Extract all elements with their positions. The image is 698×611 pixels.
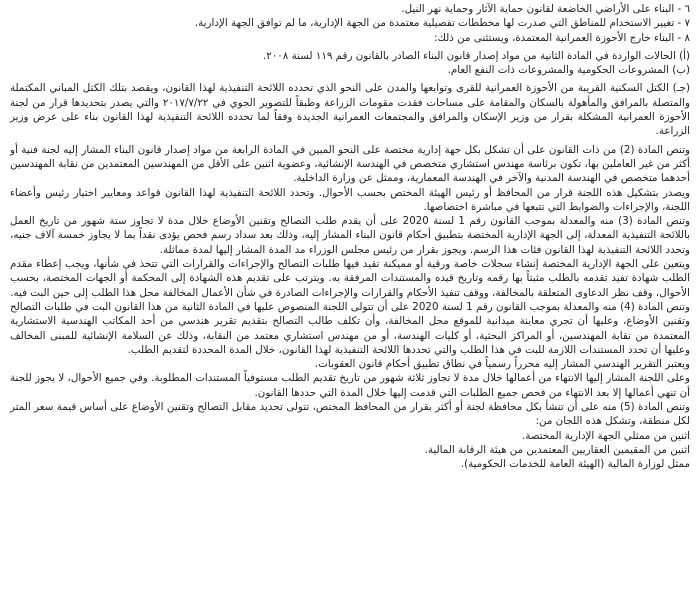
article-5-member-3: ممثل لوزارة المالية (الهيئة العامة للخدمات الحكومية). xyxy=(460,458,690,471)
item-8: ٨ - البناء خارج الأحوزة العمرانية المعتمدة، ويستثنى من ذلك: xyxy=(433,31,690,44)
article-2: وتنص المادة (2) من ذات القانون على أن تشكل بكل جهة إدارية مختصة على النحو المبين في المادة الرابعة من مواد إصدار قانون البناء المشار إليه لجنة فنية أو أكثر من غير العاملين بها، تكون برئاسة مهندس استشاري متخصص في الهندسة الإنشائية، وعضوية اثنين على الأقل من المهندسين المعتمدين من نقابة المهندسين أحدهما متخصص في الهندسة المدنية والآخر في الهندسة المعمارية، وممثل عن وزارة الداخلية. xyxy=(10,143,690,185)
item-7: ٧ - تغيير الاستخدام للمناطق التي صدرت لها مخططات تفصيلية معتمدة من الجهة الإدارية، ما لم توافق الجهة الإدارية. xyxy=(194,17,690,30)
article-4: وتنص المادة (4) منه والمعدلة بموجب القانون رقم 1 لسنة 2020 على أن تتولى اللجنة المنصوص عليها في المادة الثانية من هذا القانون البت في طلبات التصالح وتقنين الأوضاع، وعليها أن تجري معاينة ميدانية للموقع محل المخالفة، وأن تكلف طالب التصالح بتقديم تقرير هندسي من أحد المكاتب الهندسية الاستشارية المعتمدة من نقابة المهندسين، أو المراكز البحثية، أو كليات الهندسة، أو من مهندس استشاري معتمد من النقابة، وذلك عن السلامة الإنشائية للمبنى المخالف وعليها أن تحدد المستندات اللازمة للبت في هذا الطلب والتي تحددها اللائحة التنفيذية لهذا القانون، خلال المدة المحددة لتقديم الطلب. xyxy=(10,300,690,356)
article-3-records: ويتعين على الجهة الإدارية المختصة إنشاء سجلات خاصة ورقية أو مميكنة تقيد فيها طلبات التصالح والإجراءات والقرارات التي تتخذ في شأنها، ويجب إعطاء مقدم الطلب شهادة تفيد تقدمه بالطلب مثبتاً بها رقمه وتاريخ قيده والمستندات المرفقة به. ويترتب على تقديم هذه الشهادة إلى المحكمة أو الجهات المختصة، بحسب الأحوال، وقف نظر الدعاوى المتعلقة بالمخالفة، ووقف تنفيذ الأحكام والقرارات والإجراءات الصادرة في شأن الأعمال المخالفة محل هذا الطلب إلى حين البت فيه. xyxy=(10,258,690,299)
article-4-report: ويعتبر التقرير الهندسي المشار إليه محرراً رسمياً في نطاق تطبيق أحكام قانون العقوبات. xyxy=(314,358,690,371)
article-4-deadline: وعلى اللجنة المشار إليها الانتهاء من أعمالها خلال مدة لا تجاوز ثلاثة شهور من تاريخ تقديم الطلب مستوفياً المستندات المطلوبة. وفي جميع الأحوال، لا يجوز للجنة أن تنهي أعمالها إلا بعد الانتهاء من فحص جميع الطلبات التي قدمت إليها خلال المدة التي حددها القانون. xyxy=(10,372,690,399)
article-5-member-2: اثنين من المقيمين العقاريين المعتمدين من هيئة الرقابة المالية. xyxy=(424,443,690,456)
article-5: وتنص المادة (5) منه على أن تنشأ بكل محافظة لجنة أو أكثر بقرار من المحافظ المختص، تتولى تحديد مقابل التصالح وتقنين الأوضاع على أساس قيمة سعر المتر لكل منطقة، وتشكل هذه اللجان من: xyxy=(10,401,690,428)
exception-b: (ب) المشروعات الحكومية والمشروعات ذات النفع العام. xyxy=(447,64,690,77)
article-5-member-1: اثنين من ممثلي الجهة الإدارية المختصة. xyxy=(522,429,690,442)
exception-c: (جـ) الكتل السكنية القريبة من الأحوزة العمرانية للقرى وتوابعها والمدن على النحو الذي تحدده اللائحة التنفيذية لهذا القانون، ويقصد بتلك الكتل المباني المكتملة والمتصلة بالمرافق والمأهولة بالسكان والمقامة على مساحات فقدت مقومات الزراعة وطبقاً للتصوير الجوي في ٢٠١٧/٧/٢٢ والتي يصدر بتحديدها قرار من لجنة الأحوزة العمرانية المشكلة بقرار من وزير الإسكان والمرافق والمجتمعات العمرانية الجديدة وفقاً لما تحدده اللائحة التنفيذية لهذا القانون بناء على عرض وزير الزراعة. xyxy=(10,82,690,138)
item-6: ٦ - البناء على الأراضي الخاضعة لقانون حماية الآثار وحماية نهر النيل. xyxy=(401,3,690,15)
article-2-committee: ويصدر بتشكيل هذه اللجنة قرار من المحافظ أو رئيس الهيئة المختص بحسب الأحوال. وتحدد اللائحة التنفيذية لهذا القانون قواعد ومعايير اختيار رئيس وأعضاء اللجنة، والإجراءات والضوابط التي تتبعها في مباشرة اختصاصها. xyxy=(10,186,690,213)
exception-a: (أ) الحالات الواردة في المادة الثانية من مواد إصدار قانون البناء الصادر بالقانون رقم ١١٩ لسنة ٢٠٠٨. xyxy=(262,49,690,62)
article-3: وتنص المادة (3) منه والمعدلة بموجب القانون رقم 1 لسنة 2020 على أن يقدم طلب التصالح وتقنين الأوضاع خلال مدة لا تجاوز ستة شهور من تاريخ العمل باللائحة التنفيذية المعدلة، إلى الجهة الإدارية المختصة بتطبيق أحكام قانون البناء المشار إليه، وذلك بعد سداد رسم فحص يؤدى نقداً بما لا يجاوز خمسة آلاف جنيه، وتحدد اللائحة التنفيذية لهذا القانون فئات هذا الرسم. ويجوز بقرار من رئيس مجلس الوزراء مد المدة المشار إليها لمدة مماثلة. xyxy=(10,215,690,256)
